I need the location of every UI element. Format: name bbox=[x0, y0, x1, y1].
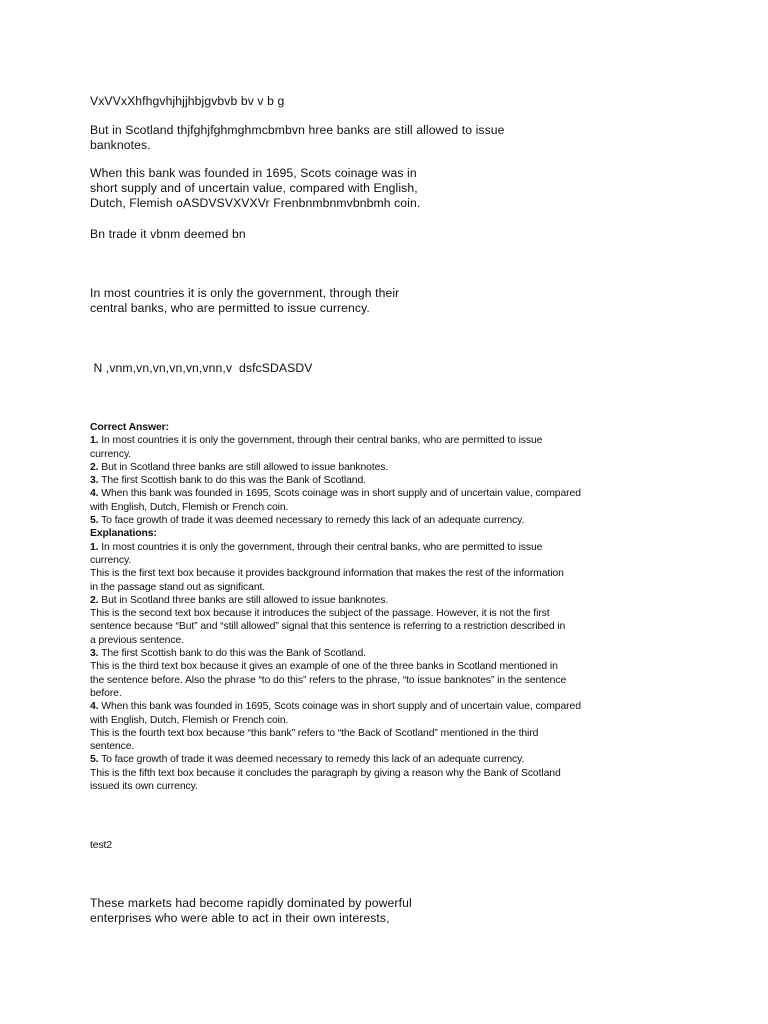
item-text: The first Scottish bank to do this was the Bank of Scotland. bbox=[98, 648, 366, 660]
paragraph-scotland bbox=[90, 123, 505, 153]
item-number: 2. bbox=[90, 594, 99, 606]
explanation-item bbox=[90, 594, 581, 607]
answer-item bbox=[90, 461, 581, 474]
text-line: currency. bbox=[90, 554, 132, 566]
text-line: These markets had become rapidly dominated by powerful bbox=[90, 896, 412, 910]
item-text: In most countries it is only the government, through their central banks, who are permitted to issue bbox=[98, 541, 543, 553]
explanation-text: sentence. bbox=[90, 741, 135, 753]
text-line: central banks, who are permitted to issue currency. bbox=[90, 301, 370, 316]
text-line: with English, Dutch, Flemish or French coin. bbox=[90, 501, 289, 513]
explanation-text: This is the fourth text box because “this bank” refers to “the Back of Scotland” mentioned in the third bbox=[90, 727, 539, 739]
answer-item bbox=[90, 487, 581, 500]
item-text: The first Scottish bank to do this was the Bank of Scotland. bbox=[98, 475, 366, 487]
text-line: N ,vnm,vn,vn,vn,vn,vnn,v dsfcSDASDV bbox=[90, 361, 313, 376]
item-text: But in Scotland three banks are still allowed to issue banknotes. bbox=[98, 461, 389, 473]
explanation-text: This is the first text box because it provides background information that makes the rest of the information bbox=[90, 568, 564, 580]
test-label bbox=[90, 839, 112, 852]
item-number: 3. bbox=[90, 475, 99, 487]
text-line: Bn trade it vbnm deemed bn bbox=[90, 227, 246, 241]
text-line: In most countries it is only the government, through their bbox=[90, 286, 400, 300]
paragraph-founding bbox=[90, 166, 420, 212]
item-text: But in Scotland three banks are still allowed to issue banknotes. bbox=[98, 594, 389, 606]
text-line: short supply and of uncertain value, compared with English, bbox=[90, 181, 418, 196]
text-line: Dutch, Flemish oASDVSVXVXVr Frenbnmbnmvbnbmh coin. bbox=[90, 196, 421, 211]
explanation-item bbox=[90, 700, 581, 713]
item-text: To face growth of trade it was deemed necessary to remedy this lack of an adequate currency. bbox=[98, 515, 525, 527]
explanation-item bbox=[90, 647, 581, 660]
explanation-item bbox=[90, 541, 581, 554]
item-number: 5. bbox=[90, 754, 99, 766]
explanation-text: sentence because “But” and “still allowed” signal that this sentence is referring to a restriction described in bbox=[90, 621, 566, 633]
item-number: 1. bbox=[90, 541, 99, 553]
text-line: currency. bbox=[90, 448, 132, 460]
explanation-text: in the passage stand out as significant. bbox=[90, 581, 266, 593]
explanation-item bbox=[90, 753, 581, 766]
answer-item bbox=[90, 474, 581, 487]
answer-section bbox=[90, 421, 581, 793]
text-line: When this bank was founded in 1695, Scots coinage was in bbox=[90, 166, 417, 180]
explanation-text: issued its own currency. bbox=[90, 781, 198, 793]
paragraph-countries bbox=[90, 286, 399, 316]
text-line: banknotes. bbox=[90, 138, 151, 153]
item-number: 3. bbox=[90, 648, 99, 660]
item-text: When this bank was founded in 1695, Scots coinage was in short supply and of uncertain value, compared bbox=[98, 701, 581, 713]
explanation-text: the sentence before. Also the phrase “to do this” refers to the phrase, “to issue banknotes” in the sentence bbox=[90, 674, 567, 686]
paragraph-markets bbox=[90, 896, 412, 926]
explanation-text: before. bbox=[90, 687, 122, 699]
text-line: But in Scotland thjfghjfghmghmcbmbvn hree banks are still allowed to issue bbox=[90, 123, 505, 137]
text-line: enterprises who were able to act in their own interests, bbox=[90, 911, 390, 926]
item-text: When this bank was founded in 1695, Scots coinage was in short supply and of uncertain value, compared bbox=[98, 488, 581, 500]
answer-item bbox=[90, 514, 581, 527]
correct-answer-heading: Correct Answer: bbox=[90, 422, 169, 433]
text-line: VxVVxXhfhgvhjhjjhbjgvbvb bv v b g bbox=[90, 94, 285, 108]
item-number: 4. bbox=[90, 701, 99, 713]
item-number: 4. bbox=[90, 488, 99, 500]
paragraph-garbled bbox=[90, 331, 312, 407]
explanation-text: This is the fifth text box because it concludes the paragraph by giving a reason why the Bank of Scotland bbox=[90, 767, 561, 779]
item-number: 5. bbox=[90, 515, 99, 527]
explanation-text: This is the third text box because it gives an example of one of the three banks in Scotland mentioned in bbox=[90, 661, 558, 673]
explanations-heading: Explanations: bbox=[90, 528, 157, 540]
garbled-heading bbox=[90, 94, 284, 109]
item-number: 1. bbox=[90, 435, 99, 447]
text-line: with English, Dutch, Flemish or French coin. bbox=[90, 714, 289, 726]
explanation-text: This is the second text box because it introduces the subject of the passage. However, it is not the first bbox=[90, 608, 550, 620]
item-number: 2. bbox=[90, 461, 99, 473]
answer-item bbox=[90, 434, 581, 447]
explanation-text: a previous sentence. bbox=[90, 634, 184, 646]
paragraph-trade bbox=[90, 227, 246, 242]
item-text: In most countries it is only the government, through their central banks, who are permitted to issue bbox=[98, 435, 543, 447]
item-text: To face growth of trade it was deemed necessary to remedy this lack of an adequate currency. bbox=[98, 754, 525, 766]
text-line: test2 bbox=[90, 840, 113, 851]
